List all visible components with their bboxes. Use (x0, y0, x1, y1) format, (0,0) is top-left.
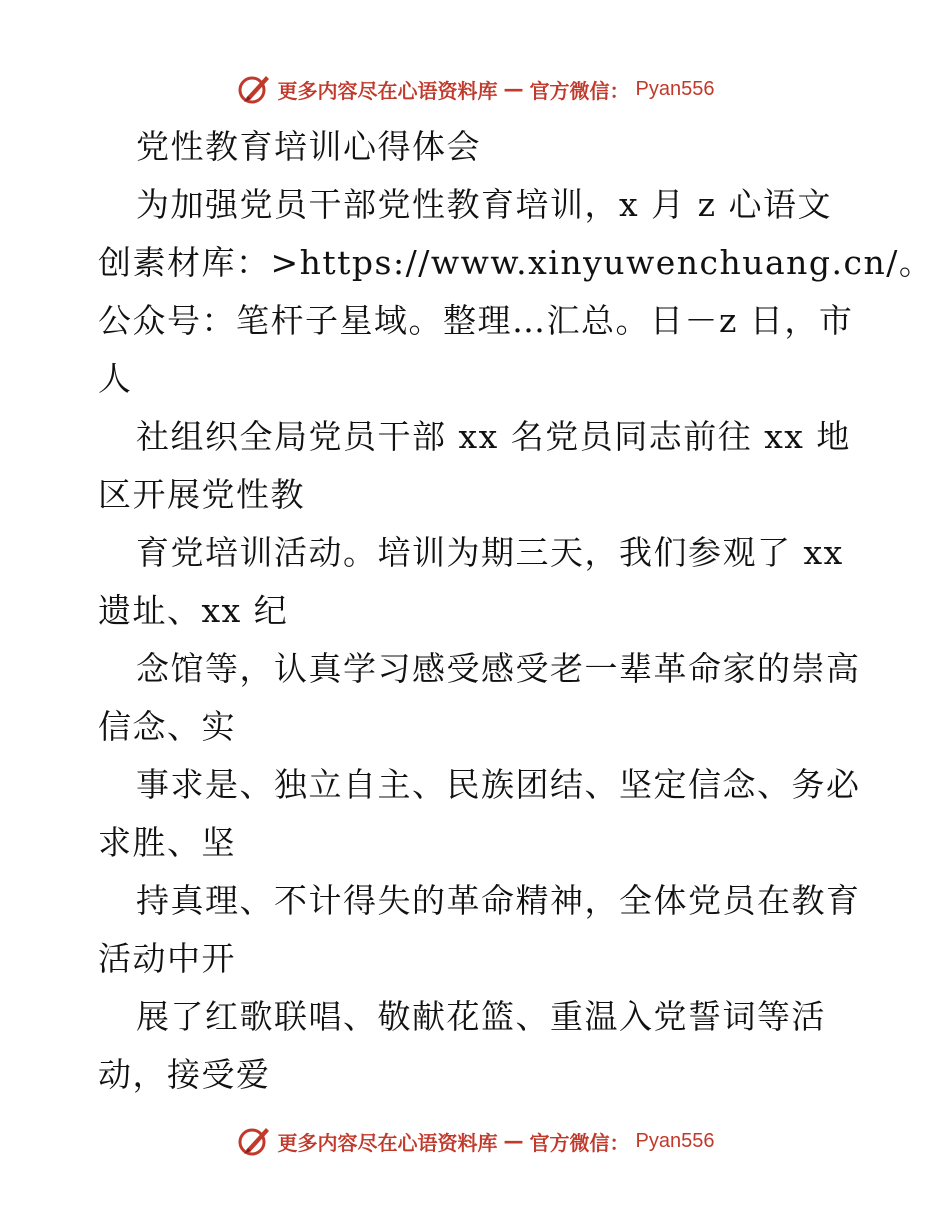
banner-dash: — (503, 77, 524, 101)
text-line: 区开展党性教 (98, 475, 305, 514)
text-line: 活动中开 (98, 939, 236, 978)
document-title: 党性教育培训心得体会 (136, 127, 481, 166)
banner-official-label: 官方微信： (529, 1130, 630, 1155)
text-line: 人 (98, 359, 133, 398)
text-line: 持真理、不计得失的革命精神，全体党员在教育 (136, 881, 861, 920)
quill-pen-logo-icon (236, 1124, 272, 1158)
quill-pen-logo-icon (236, 72, 272, 106)
text-line: 动，接受爱 (98, 1055, 271, 1094)
document-body (98, 118, 934, 1104)
text-line: 社组织全局党员干部 xx 名党员同志前往 xx 地 (136, 417, 851, 456)
banner-official-label: 官方微信： (529, 78, 630, 103)
text-line: 创素材库：>https://www.xinyuwenchuang.cn/。 (98, 243, 934, 282)
banner-dash: — (503, 1129, 524, 1153)
text-line: 展了红歌联唱、敬献花篮、重温入党誓词等活 (136, 997, 826, 1036)
text-line: 念馆等，认真学习感受感受老一辈革命家的崇高 (136, 649, 861, 688)
text-line: 为加强党员干部党性教育培训，x 月 z 心语文 (136, 185, 832, 224)
banner-main-text: 更多内容尽在心语资料库 (277, 78, 498, 103)
footer-banner (0, 1124, 950, 1158)
banner-wechat-id: Pyan556 (635, 1129, 715, 1152)
text-line: 公众号：笔杆子星域。整理…汇总。日－z 日，市 (98, 301, 854, 340)
banner-wechat-id: Pyan556 (635, 77, 715, 100)
banner-main-text: 更多内容尽在心语资料库 (277, 1130, 498, 1155)
text-line: 求胜、坚 (98, 823, 236, 862)
header-banner (0, 72, 950, 106)
text-line: 事求是、独立自主、民族团结、坚定信念、务必 (136, 765, 861, 804)
text-line: 育党培训活动。培训为期三天，我们参观了 xx (136, 533, 844, 572)
text-line: 遗址、xx 纪 (98, 591, 289, 630)
text-line: 信念、实 (98, 707, 236, 746)
